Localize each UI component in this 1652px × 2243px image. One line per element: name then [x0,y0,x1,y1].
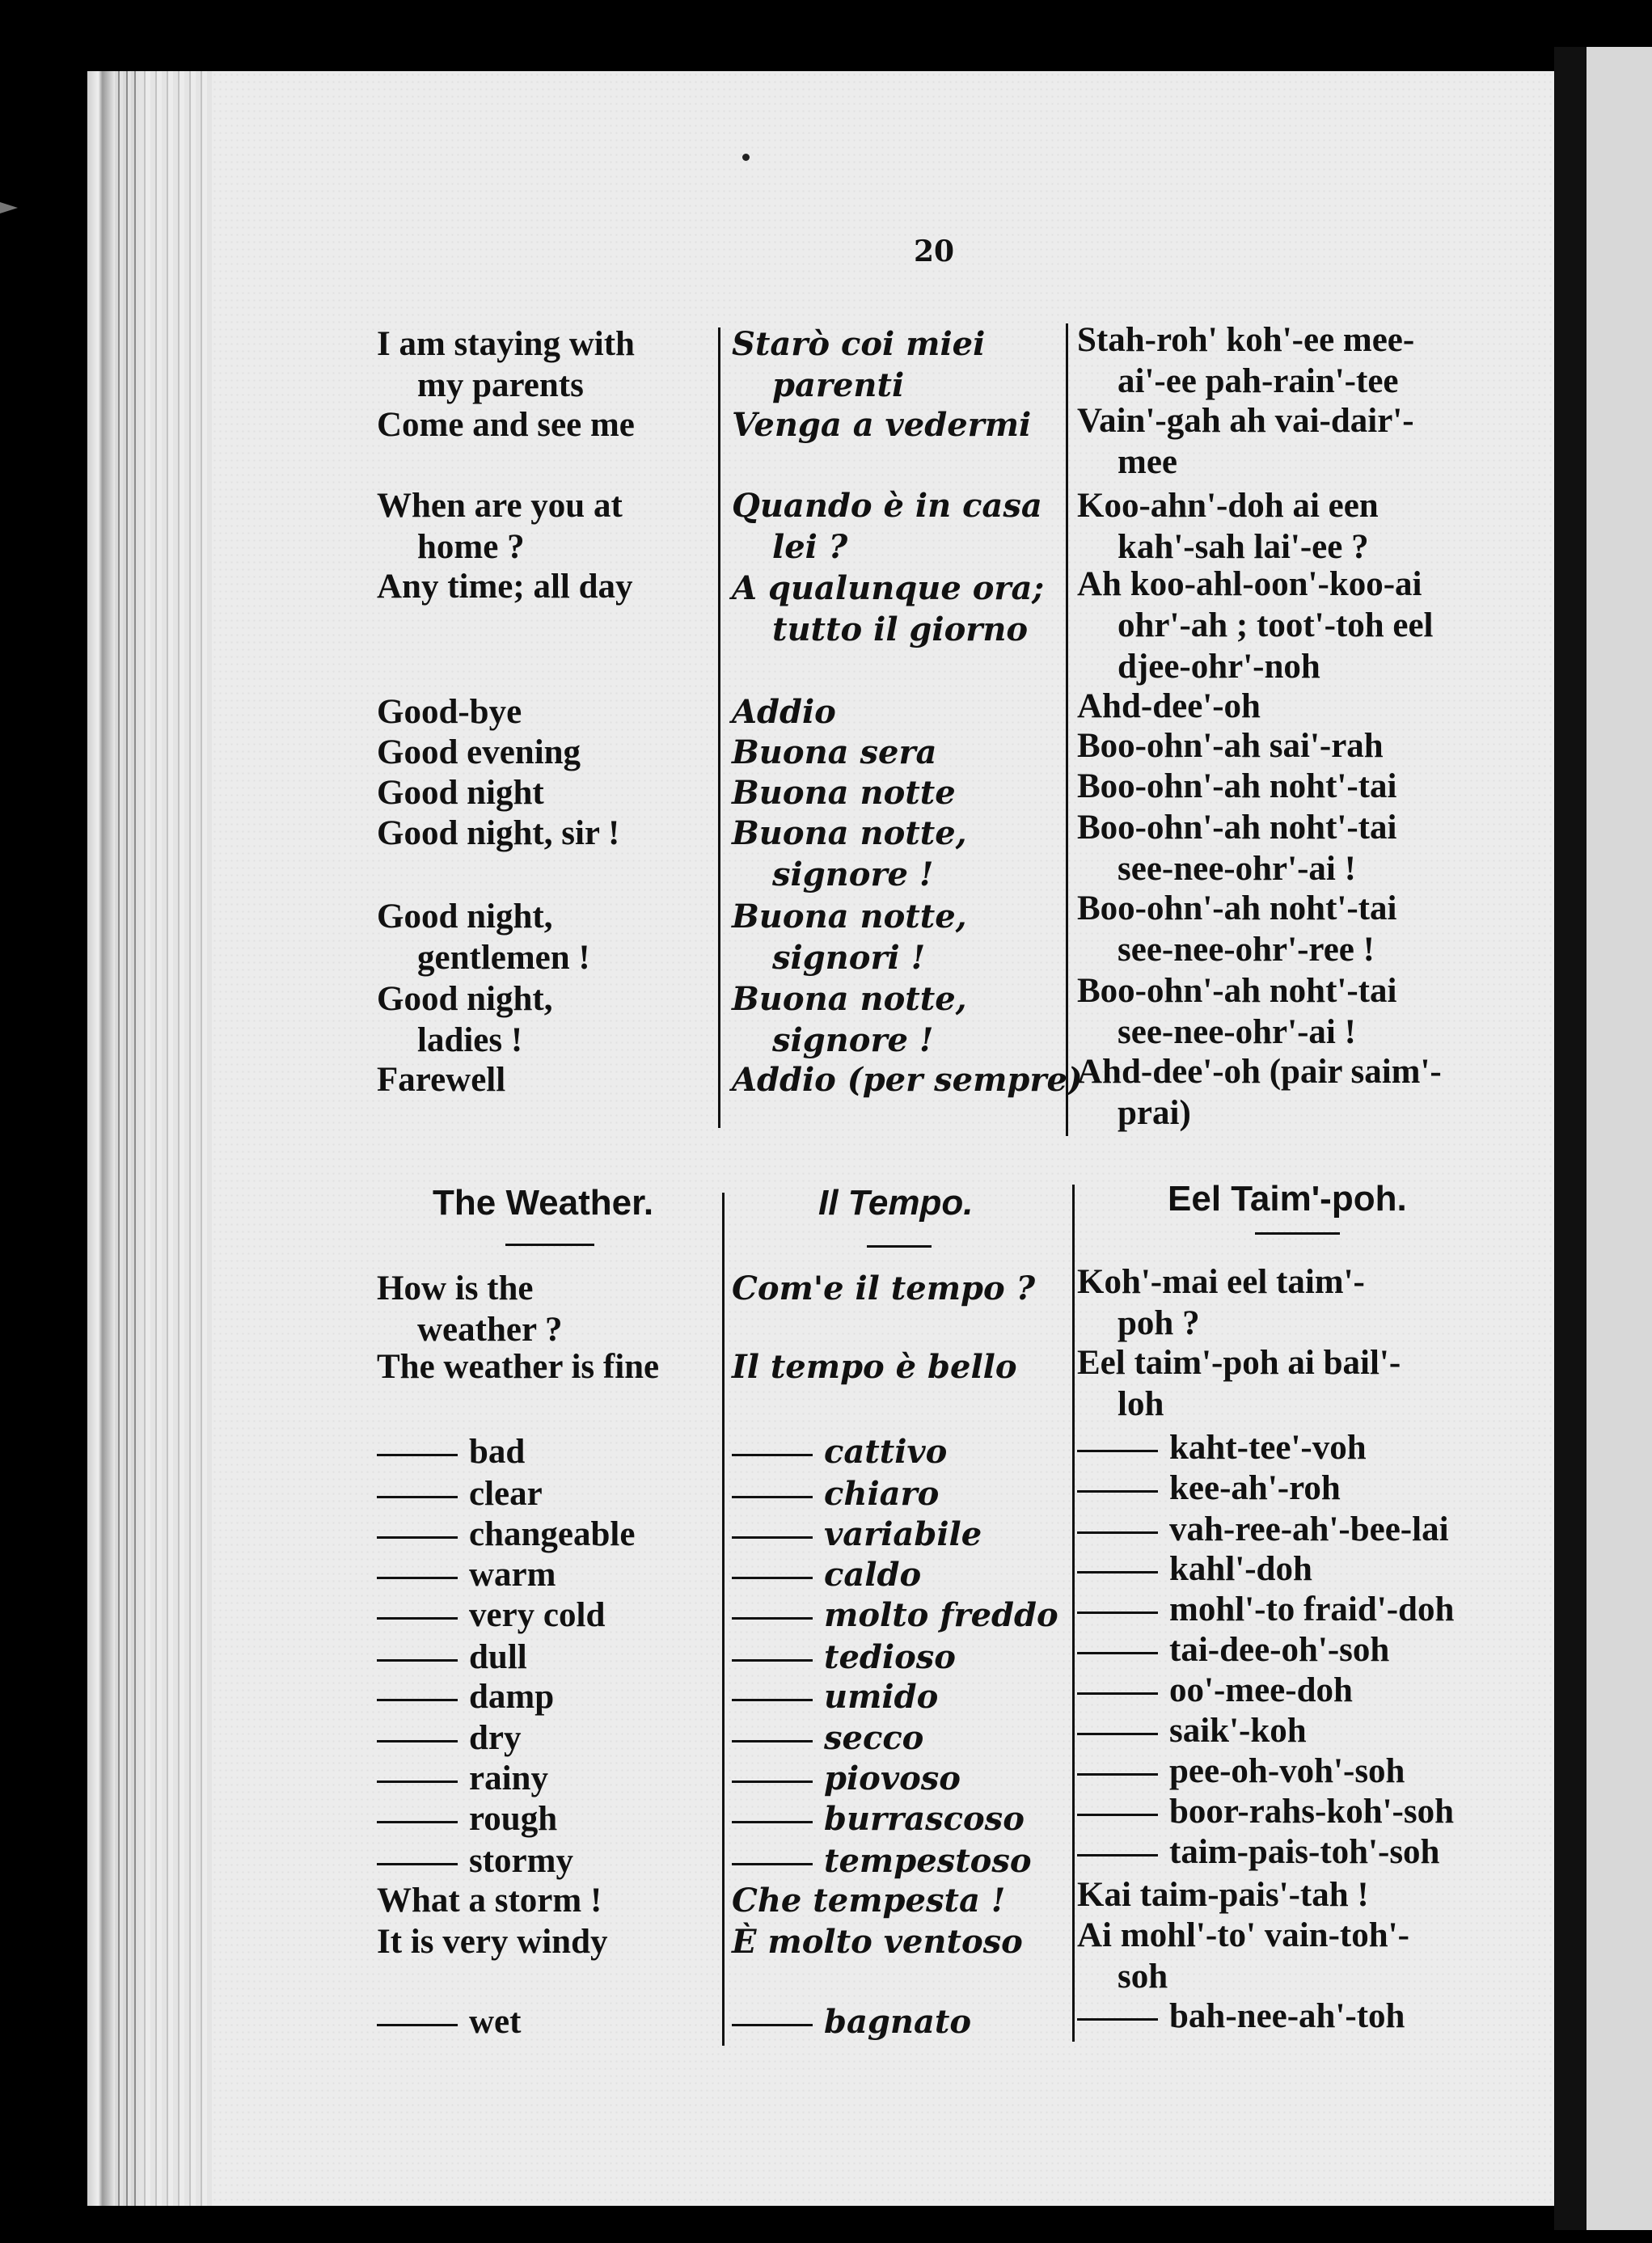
entry-line: Come and see me [377,406,635,444]
entry-line: How is the [377,1269,534,1307]
entry-line: Ahd-dee'-oh (pair saim'- [1077,1053,1442,1091]
entry-line: Koo-ahn'-doh ai een [1077,487,1379,525]
weather-heading-italian: Il Tempo. [818,1183,974,1223]
entry-line: Ah koo-ahl-oon'-koo-ai [1077,565,1422,603]
entry-line: Ahd-dee'-oh [1077,687,1261,725]
entry-line: see-nee-ohr'-ree ! [1118,931,1375,969]
entry-line: Che tempesta ! [732,1882,1006,1920]
entry-line: umido [732,1676,938,1717]
page-edge-strip [139,71,213,2206]
entry-line: taim-pais-toh'-soh [1077,1831,1439,1873]
entry-line: Good night, sir ! [377,814,620,852]
entry-line: saik'-koh [1077,1710,1307,1751]
entry-line: rough [377,1798,557,1840]
entry-line: Buona notte, [732,980,967,1018]
entry-line: Buona notte, [732,814,967,852]
entry-line: tutto il giorno [772,610,1029,648]
entry-line: Good-bye [377,693,522,731]
entry-line: signore ! [772,855,934,893]
entry-line: rainy [377,1758,548,1799]
entry-line: Buona sera [732,733,937,771]
entry-line: molto freddo [732,1595,1058,1636]
entry-line: Vain'-gah ah vai-dair'- [1077,402,1414,440]
entry-line: kah'-sah lai'-ee ? [1118,528,1369,566]
page-edge-strip [87,71,115,2206]
entry-line: Good night, [377,898,553,936]
weather-heading-english: The Weather. [433,1183,654,1223]
entry-line: damp [377,1676,554,1717]
entry-line: bad [377,1431,525,1472]
entry-line: dry [377,1717,522,1759]
entry-line: I am staying with [377,325,635,363]
entry-line: Boo-ohn'-ah noht'-tai [1077,972,1397,1010]
entry-line: pee-oh-voh'-soh [1077,1751,1405,1792]
page-edge-strip [115,71,139,2206]
entry-line: Com'e il tempo ? [732,1269,1036,1307]
entry-line: Addio (per sempre) [732,1061,1083,1099]
entry-line: variabile [732,1514,982,1555]
entry-line: chiaro [732,1473,939,1514]
entry-line: clear [377,1473,543,1514]
entry-line: tempestoso [732,1840,1032,1882]
entry-line: Stah-roh' koh'-ee mee- [1077,321,1415,359]
column-divider [1072,1185,1075,2042]
entry-line: signore ! [772,1021,934,1059]
page-number: 20 [914,234,955,268]
facing-page-edge [1587,47,1652,2230]
entry-line: gentlemen ! [417,939,590,977]
entry-line: warm [377,1554,556,1595]
entry-line: What a storm ! [377,1882,602,1920]
entry-line: wet [377,2001,521,2042]
entry-line: Good night [377,774,544,812]
entry-line: very cold [377,1595,605,1636]
entry-line: Any time; all day [377,568,633,606]
entry-line: ai'-ee pah-rain'-tee [1118,362,1399,400]
italian-column [732,0,1083,2243]
entry-line: vah-ree-ah'-bee-lai [1077,1509,1449,1550]
entry-line: signori ! [772,939,926,977]
entry-line: È molto ventoso [732,1923,1023,1961]
entry-line: kaht-tee'-voh [1077,1427,1367,1468]
entry-line: The weather is fine [377,1348,660,1386]
entry-line: poh ? [1118,1304,1200,1342]
entry-line: weather ? [417,1311,563,1349]
entry-line: changeable [377,1514,635,1555]
entry-line: home ? [417,528,525,566]
pronunciation-column [1077,0,1514,2243]
entry-line: Buona notte, [732,898,967,936]
entry-line: ohr'-ah ; toot'-toh eel [1118,606,1434,644]
entry-line: bah-nee-ah'-toh [1077,1996,1405,2037]
entry-line: Quando è in casa [732,487,1042,525]
entry-line: Kai taim-pais'-tah ! [1077,1876,1369,1914]
entry-line: secco [732,1717,923,1759]
entry-line: Boo-ohn'-ah noht'-tai [1077,809,1397,847]
entry-line: soh [1118,1958,1168,1996]
scan-arrow-mark [0,202,18,213]
english-column [377,0,725,2243]
entry-line: burrascoso [732,1798,1025,1840]
weather-heading-pronunciation: Eel Taim'-poh. [1168,1179,1407,1219]
entry-line: Koh'-mai eel taim'- [1077,1263,1365,1301]
entry-line: prai) [1118,1094,1191,1132]
entry-line: Buona notte [732,774,956,812]
entry-line: Farewell [377,1061,506,1099]
entry-line: see-nee-ohr'-ai ! [1118,850,1356,888]
entry-line: lei ? [772,528,848,566]
entry-line: Ai mohl'-to' vain-toh'- [1077,1916,1409,1954]
entry-line: Boo-ohn'-ah sai'-rah [1077,727,1384,765]
entry-line: Addio [732,693,836,731]
entry-line: see-nee-ohr'-ai ! [1118,1013,1356,1051]
entry-line: It is very windy [377,1923,608,1961]
entry-line: bagnato [732,2001,971,2042]
entry-line: Starò coi miei [732,325,986,363]
entry-line: kee-ah'-roh [1077,1468,1341,1509]
entry-line: Eel taim'-poh ai bail'- [1077,1344,1401,1382]
entry-line: oo'-mee-doh [1077,1670,1353,1711]
entry-line: Good evening [377,733,581,771]
entry-line: piovoso [732,1758,961,1799]
entry-line: kahl'-doh [1077,1548,1312,1590]
entry-line: tedioso [732,1637,956,1678]
entry-line: mohl'-to fraid'-doh [1077,1589,1454,1630]
entry-line: Il tempo è bello [732,1348,1017,1386]
entry-line: parenti [772,366,905,404]
entry-line: my parents [417,366,584,404]
entry-line: ladies ! [417,1021,523,1059]
entry-line: boor-rahs-koh'-soh [1077,1791,1454,1832]
entry-line: djee-ohr'-noh [1118,648,1320,686]
entry-line: stormy [377,1840,573,1882]
entry-line: mee [1118,443,1177,481]
entry-line: When are you at [377,487,623,525]
entry-line: cattivo [732,1431,947,1472]
entry-line: Boo-ohn'-ah noht'-tai [1077,767,1397,805]
page-gutter [1554,47,1587,2230]
entry-line: loh [1118,1385,1164,1423]
entry-line: dull [377,1637,527,1678]
entry-line: caldo [732,1554,921,1595]
entry-line: Good night, [377,980,553,1018]
entry-line: A qualunque ora; [732,569,1045,607]
entry-line: Boo-ohn'-ah noht'-tai [1077,889,1397,927]
entry-line: tai-dee-oh'-soh [1077,1629,1389,1671]
entry-line: Venga a vedermi [732,406,1032,444]
